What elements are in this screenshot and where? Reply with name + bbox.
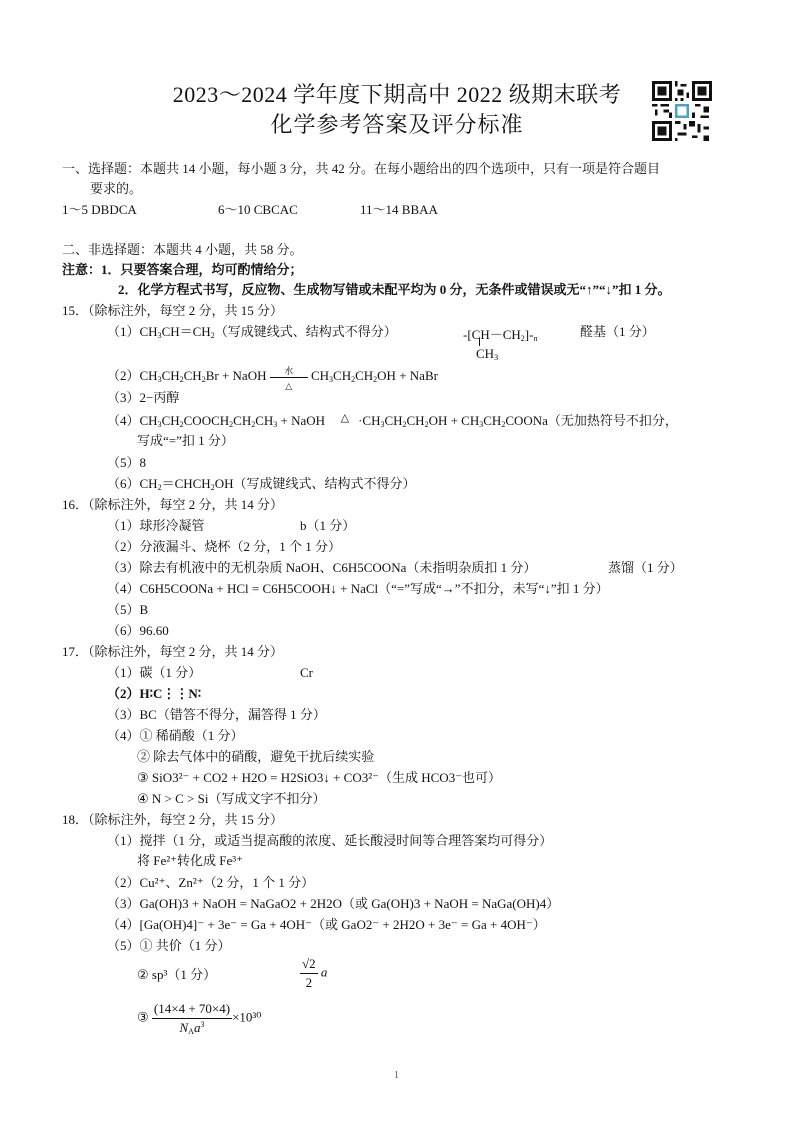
part1-heading-cont: 要求的。 [90,181,143,196]
q16-answer-5: （5）B [107,602,149,617]
q15-answer-1: $(1)CH_3CH=CH_2$（写成键线式、结构式不得分） [107,324,397,340]
mc-answers-11-14: 11～14 BBAA [360,202,438,217]
q17-answer-4-4: ④ N > C > Si（写成文字不扣分） [137,791,326,806]
mc-answers-1-5: 1～5 DBDCA [62,202,137,217]
q17-answer-2: （2）H∶C⋮⋮N∶ [107,686,202,701]
q18-answer-4: （4）[Ga(OH)4]⁻ + 3e⁻ = Ga + 4OH⁻（或 GaO2⁻ + 2H2O + 3e⁻ = Ga + 4OH⁻） [107,917,546,932]
q18-answer-1-2: 将 Fe²⁺转化成 Fe³⁺ [137,853,244,868]
q18-answer-1: （1）搅拌（1 分，或适当提高酸的浓度、延长酸浸时间等合理答案均可得分） [107,833,553,848]
q16-answer-1: （1）球形冷凝管 [107,518,205,533]
q16-answer-4: （4）C6H5COONa + HCl = C6H5COOH↓ + NaCl（“=”写成“→”不扣分，未写“↓”扣 1 分） [107,581,609,596]
note-2: 2．化学方程式书写，反应物、生成物写错或未配平均为 0 分，无条件或错误或无“↑”“↓”扣 1 分。 [118,282,671,297]
q18-answer-5-2-fraction: $\frac{√2}{2}$ a [302,956,328,990]
q17-answer-4-2: ② 除去气体中的硝酸，避免干扰后续实验 [137,749,375,764]
q18-answer-5-2: ② sp³（1 分） [137,967,217,982]
q18-header: 18．（除标注外，每空 2 分，共 15 分） [62,812,284,827]
part1-heading: 一、选择题：本题共 14 小题，每小题 3 分，共 42 分。在每小题给出的四个选项中，只有一项是符合题目 [62,161,661,176]
q15-answer-4: $(4)CH_3CH_2COOCH_2CH_2CH_3$ + NaOH △ $\cdot CH_3CH_2CH_2OH$ + $CH_3CH_2COONa$（无加热符号不扣分， [107,412,678,429]
q15-answer-1-extra: 醛基（1 分） [580,324,655,339]
q18-answer-5-1: （5）① 共价（1 分） [107,938,231,953]
mc-answers-6-10: 6～10 CBCAC [218,202,298,217]
q16-answer-3-extra: 蒸馏（1 分） [608,560,683,575]
page-number: 1 [394,1070,399,1081]
q17-answer-1-extra: Cr [300,665,313,680]
q16-answer-6: （6）96.60 [107,623,169,638]
qr-code-icon [652,80,712,142]
q16-answer-2: （2）分液漏斗、烧杯（2 分，1 个 1 分） [107,539,342,554]
q17-header: 17．（除标注外，每空 2 分，共 14 分） [62,644,284,659]
q16-answer-3: （3）除去有机液中的无机杂质 NaOH、C6H5COONa（未指明杂质扣 1 分） [107,560,537,575]
q15-answer-2: $(2)CH_3CH_2CH_2Br$ + NaOH 水 △ $CH_3CH_2CH_2OH$ + NaBr [107,366,438,392]
q15-header: 15．（除标注外，每空 2 分，共 15 分） [62,303,284,318]
q15-answer-6: $(6)CH_2=CHCH_2OH$（写成键线式、结构式不得分） [107,476,416,492]
part2-heading: 二、非选择题：本题共 4 小题，共 58 分。 [62,242,303,257]
q15-polymer-structure: $-[CH-CH_2]-_n$ $CH_3$ [463,327,538,362]
q15-answer-3: （3）2−丙醇 [107,390,180,405]
q15-answer-4-note: 写成“=”扣 1 分） [137,433,234,448]
reaction-condition: 水 △ [270,370,308,384]
page-title-line2: 化学参考答案及评分标准 [270,112,524,137]
q15-answer-5: （5）8 [107,455,147,470]
q18-answer-5-3: ③ $\frac{(14\times 4 + 70\times 4)}{N_Aa^3}$ ×10³⁰ [137,1001,262,1036]
q16-header: 16．（除标注外，每空 2 分，共 14 分） [62,497,284,512]
q17-answer-3: （3）BC（错答不得分，漏答得 1 分） [107,707,326,722]
q18-answer-2: （2）Cu²⁺、Zn²⁺（2 分，1 个 1 分） [107,875,315,890]
q18-answer-3: （3）Ga(OH)3 + NaOH = NaGaO2 + 2H2O（或 Ga(OH)3 + NaOH = NaGa(OH)4） [107,896,560,911]
page-title-line1: 2023～2024 学年度下期高中 2022 级期末联考 [172,82,622,107]
note-1: 注意：1．只要答案合理，均可酌情给分； [62,262,303,277]
q16-answer-1-extra: b（1 分） [300,518,356,533]
q17-answer-4-1: （4）① 稀硝酸（1 分） [107,728,244,743]
q17-answer-1: （1）碳（1 分） [107,665,202,680]
q17-answer-4-3: ③ SiO3²⁻ + CO2 + H2O = H2SiO3↓ + CO3²⁻（生成 HCO3⁻也可） [137,770,502,785]
